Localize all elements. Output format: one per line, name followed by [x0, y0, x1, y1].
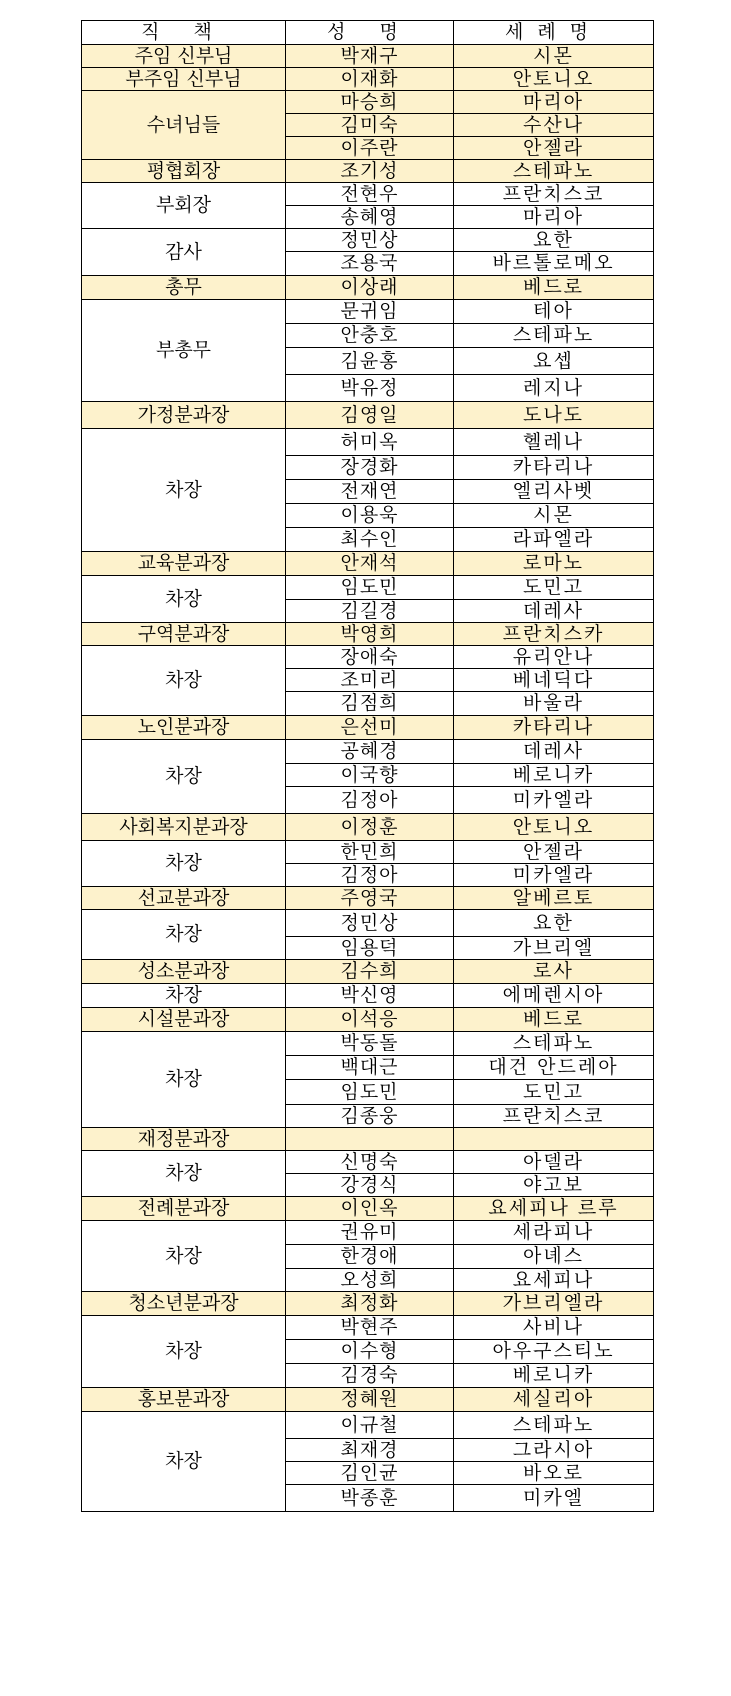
table-row	[82, 300, 654, 324]
baptismal-name-cell: 도민고	[454, 576, 654, 600]
baptismal-name-cell: 아녜스	[454, 1245, 654, 1269]
baptismal-name-cell: 요한	[454, 910, 654, 937]
baptismal-name-cell: 데레사	[454, 740, 654, 764]
role-cell: 교육분과장	[82, 552, 286, 576]
name-cell: 김미숙	[286, 114, 454, 137]
table-row	[82, 1197, 654, 1221]
baptismal-name-cell: 알베르토	[454, 887, 654, 910]
baptismal-name-cell	[454, 1128, 654, 1151]
baptismal-name-cell: 레지나	[454, 375, 654, 402]
baptismal-name-cell: 아우구스티노	[454, 1340, 654, 1364]
name-cell: 은선미	[286, 716, 454, 740]
baptismal-name-cell: 시몬	[454, 45, 654, 68]
baptismal-name-cell: 로사	[454, 960, 654, 984]
name-cell: 정혜원	[286, 1388, 454, 1412]
baptismal-name-cell: 베로니카	[454, 764, 654, 787]
table-row	[82, 814, 654, 841]
baptismal-name-cell: 요세피나	[454, 1269, 654, 1292]
name-cell: 공혜경	[286, 740, 454, 764]
name-cell: 임도민	[286, 576, 454, 600]
name-cell: 허미옥	[286, 429, 454, 456]
table-row	[82, 1008, 654, 1032]
baptismal-name-cell: 그라시아	[454, 1439, 654, 1462]
table-row	[82, 91, 654, 114]
name-cell: 이인옥	[286, 1197, 454, 1221]
name-cell: 전현우	[286, 183, 454, 206]
baptismal-name-cell: 테아	[454, 300, 654, 324]
header-name: 성 명	[286, 21, 454, 45]
baptismal-name-cell: 아델라	[454, 1151, 654, 1174]
table-row	[82, 960, 654, 984]
baptismal-name-cell: 베네딕다	[454, 669, 654, 692]
name-cell: 이정훈	[286, 814, 454, 841]
role-cell: 부회장	[82, 183, 286, 229]
name-cell: 전재연	[286, 480, 454, 504]
name-cell: 박종훈	[286, 1485, 454, 1512]
name-cell: 장경화	[286, 456, 454, 480]
table-row	[82, 1412, 654, 1439]
baptismal-name-cell: 미카엘라	[454, 787, 654, 814]
baptismal-name-cell: 라파엘라	[454, 528, 654, 552]
name-cell: 백대근	[286, 1056, 454, 1080]
table-row	[82, 841, 654, 864]
name-cell: 이수형	[286, 1340, 454, 1364]
name-cell: 임도민	[286, 1080, 454, 1105]
baptismal-name-cell: 도나도	[454, 402, 654, 429]
table-row	[82, 646, 654, 669]
baptismal-name-cell: 바울라	[454, 692, 654, 716]
name-cell: 김정아	[286, 787, 454, 814]
baptismal-name-cell: 바오로	[454, 1462, 654, 1485]
name-cell: 권유미	[286, 1221, 454, 1245]
name-cell	[286, 1128, 454, 1151]
baptismal-name-cell: 베드로	[454, 1008, 654, 1032]
baptismal-name-cell: 스테파노	[454, 1412, 654, 1439]
role-cell: 청소년분과장	[82, 1292, 286, 1316]
baptismal-name-cell: 엘리사벳	[454, 480, 654, 504]
role-cell: 차장	[82, 1221, 286, 1292]
table-row	[82, 1221, 654, 1245]
baptismal-name-cell: 미카엘라	[454, 864, 654, 887]
role-cell: 선교분과장	[82, 887, 286, 910]
role-cell: 감사	[82, 229, 286, 276]
baptismal-name-cell: 로마노	[454, 552, 654, 576]
name-cell: 신명숙	[286, 1151, 454, 1174]
name-cell: 박유정	[286, 375, 454, 402]
name-cell: 박동돌	[286, 1032, 454, 1056]
role-cell: 가정분과장	[82, 402, 286, 429]
role-cell: 차장	[82, 576, 286, 623]
name-cell: 김경숙	[286, 1364, 454, 1388]
name-cell: 김수희	[286, 960, 454, 984]
baptismal-name-cell: 스테파노	[454, 1032, 654, 1056]
baptismal-name-cell: 마리아	[454, 206, 654, 229]
baptismal-name-cell: 데레사	[454, 600, 654, 623]
name-cell: 장애숙	[286, 646, 454, 669]
table-row	[82, 160, 654, 183]
baptismal-name-cell: 세라피나	[454, 1221, 654, 1245]
table-row	[82, 576, 654, 600]
name-cell: 이재화	[286, 68, 454, 91]
role-cell: 차장	[82, 984, 286, 1008]
table-row	[82, 429, 654, 456]
role-cell: 총무	[82, 276, 286, 300]
table-body	[82, 45, 654, 1512]
name-cell: 김정아	[286, 864, 454, 887]
table-row	[82, 1316, 654, 1340]
table-row	[82, 552, 654, 576]
baptismal-name-cell: 안젤라	[454, 137, 654, 160]
role-cell: 수녀님들	[82, 91, 286, 160]
name-cell: 조기성	[286, 160, 454, 183]
role-cell: 차장	[82, 1412, 286, 1512]
table-row	[82, 1128, 654, 1151]
table-row	[82, 1032, 654, 1056]
table-row	[82, 1388, 654, 1412]
name-cell: 안충호	[286, 324, 454, 348]
baptismal-name-cell: 프란치스카	[454, 623, 654, 646]
name-cell: 한경애	[286, 1245, 454, 1269]
name-cell: 최정화	[286, 1292, 454, 1316]
baptismal-name-cell: 안토니오	[454, 68, 654, 91]
table-row	[82, 402, 654, 429]
baptismal-name-cell: 안토니오	[454, 814, 654, 841]
table-row	[82, 229, 654, 252]
name-cell: 주영국	[286, 887, 454, 910]
baptismal-name-cell: 시몬	[454, 504, 654, 528]
name-cell: 최재경	[286, 1439, 454, 1462]
table-row	[82, 276, 654, 300]
role-cell: 홍보분과장	[82, 1388, 286, 1412]
baptismal-name-cell: 스테파노	[454, 324, 654, 348]
baptismal-name-cell: 가브리엘	[454, 937, 654, 960]
baptismal-name-cell: 야고보	[454, 1174, 654, 1197]
name-cell: 강경식	[286, 1174, 454, 1197]
baptismal-name-cell: 미카엘	[454, 1485, 654, 1512]
baptismal-name-cell: 바르톨로메오	[454, 252, 654, 276]
name-cell: 김인균	[286, 1462, 454, 1485]
name-cell: 송혜영	[286, 206, 454, 229]
name-cell: 이용욱	[286, 504, 454, 528]
table-header-row	[82, 21, 654, 45]
baptismal-name-cell: 요한	[454, 229, 654, 252]
header-baptismal-name: 세례명	[454, 21, 654, 45]
table-row	[82, 1292, 654, 1316]
baptismal-name-cell: 마리아	[454, 91, 654, 114]
role-cell: 차장	[82, 910, 286, 960]
name-cell: 임용덕	[286, 937, 454, 960]
table-row	[82, 1151, 654, 1174]
name-cell: 조용국	[286, 252, 454, 276]
name-cell: 오성희	[286, 1269, 454, 1292]
baptismal-name-cell: 헬레나	[454, 429, 654, 456]
baptismal-name-cell: 에메렌시아	[454, 984, 654, 1008]
baptismal-name-cell: 대건 안드레아	[454, 1056, 654, 1080]
name-cell: 이석응	[286, 1008, 454, 1032]
baptismal-name-cell: 가브리엘라	[454, 1292, 654, 1316]
role-cell: 차장	[82, 740, 286, 814]
role-cell: 성소분과장	[82, 960, 286, 984]
role-cell: 부주임 신부님	[82, 68, 286, 91]
table-row	[82, 45, 654, 68]
name-cell: 조미리	[286, 669, 454, 692]
name-cell: 김종웅	[286, 1105, 454, 1128]
role-cell: 차장	[82, 1316, 286, 1388]
table-row	[82, 910, 654, 937]
baptismal-name-cell: 사비나	[454, 1316, 654, 1340]
table-row	[82, 984, 654, 1008]
role-cell: 차장	[82, 1151, 286, 1197]
role-cell: 노인분과장	[82, 716, 286, 740]
name-cell: 이규철	[286, 1412, 454, 1439]
baptismal-name-cell: 베드로	[454, 276, 654, 300]
table-row	[82, 887, 654, 910]
header-role: 직 책	[82, 21, 286, 45]
table-row	[82, 740, 654, 764]
name-cell: 마승희	[286, 91, 454, 114]
name-cell: 박재구	[286, 45, 454, 68]
role-cell: 차장	[82, 841, 286, 887]
name-cell: 한민희	[286, 841, 454, 864]
table-row	[82, 183, 654, 206]
role-cell: 사회복지분과장	[82, 814, 286, 841]
role-cell: 주임 신부님	[82, 45, 286, 68]
name-cell: 정민상	[286, 910, 454, 937]
name-cell: 김길경	[286, 600, 454, 623]
role-cell: 시설분과장	[82, 1008, 286, 1032]
name-cell: 박신영	[286, 984, 454, 1008]
role-cell: 구역분과장	[82, 623, 286, 646]
baptismal-name-cell: 베로니카	[454, 1364, 654, 1388]
baptismal-name-cell: 도민고	[454, 1080, 654, 1105]
name-cell: 김점희	[286, 692, 454, 716]
name-cell: 최수인	[286, 528, 454, 552]
role-cell: 차장	[82, 646, 286, 716]
name-cell: 이주란	[286, 137, 454, 160]
name-cell: 박영희	[286, 623, 454, 646]
table-row	[82, 716, 654, 740]
role-cell: 재정분과장	[82, 1128, 286, 1151]
table-row	[82, 623, 654, 646]
officers-table	[81, 20, 654, 1512]
role-cell: 부총무	[82, 300, 286, 402]
baptismal-name-cell: 카타리나	[454, 716, 654, 740]
baptismal-name-cell: 스테파노	[454, 160, 654, 183]
baptismal-name-cell: 프란치스코	[454, 1105, 654, 1128]
baptismal-name-cell: 수산나	[454, 114, 654, 137]
role-cell: 차장	[82, 429, 286, 552]
baptismal-name-cell: 요셉	[454, 348, 654, 375]
role-cell: 평협회장	[82, 160, 286, 183]
baptismal-name-cell: 세실리아	[454, 1388, 654, 1412]
name-cell: 김영일	[286, 402, 454, 429]
role-cell: 전례분과장	[82, 1197, 286, 1221]
name-cell: 정민상	[286, 229, 454, 252]
baptismal-name-cell: 프란치스코	[454, 183, 654, 206]
baptismal-name-cell: 안젤라	[454, 841, 654, 864]
name-cell: 이국향	[286, 764, 454, 787]
name-cell: 박현주	[286, 1316, 454, 1340]
name-cell: 안재석	[286, 552, 454, 576]
table-row	[82, 68, 654, 91]
name-cell: 이상래	[286, 276, 454, 300]
baptismal-name-cell: 카타리나	[454, 456, 654, 480]
name-cell: 김윤홍	[286, 348, 454, 375]
baptismal-name-cell: 유리안나	[454, 646, 654, 669]
role-cell: 차장	[82, 1032, 286, 1128]
name-cell: 문귀임	[286, 300, 454, 324]
baptismal-name-cell: 요세피나 르루	[454, 1197, 654, 1221]
